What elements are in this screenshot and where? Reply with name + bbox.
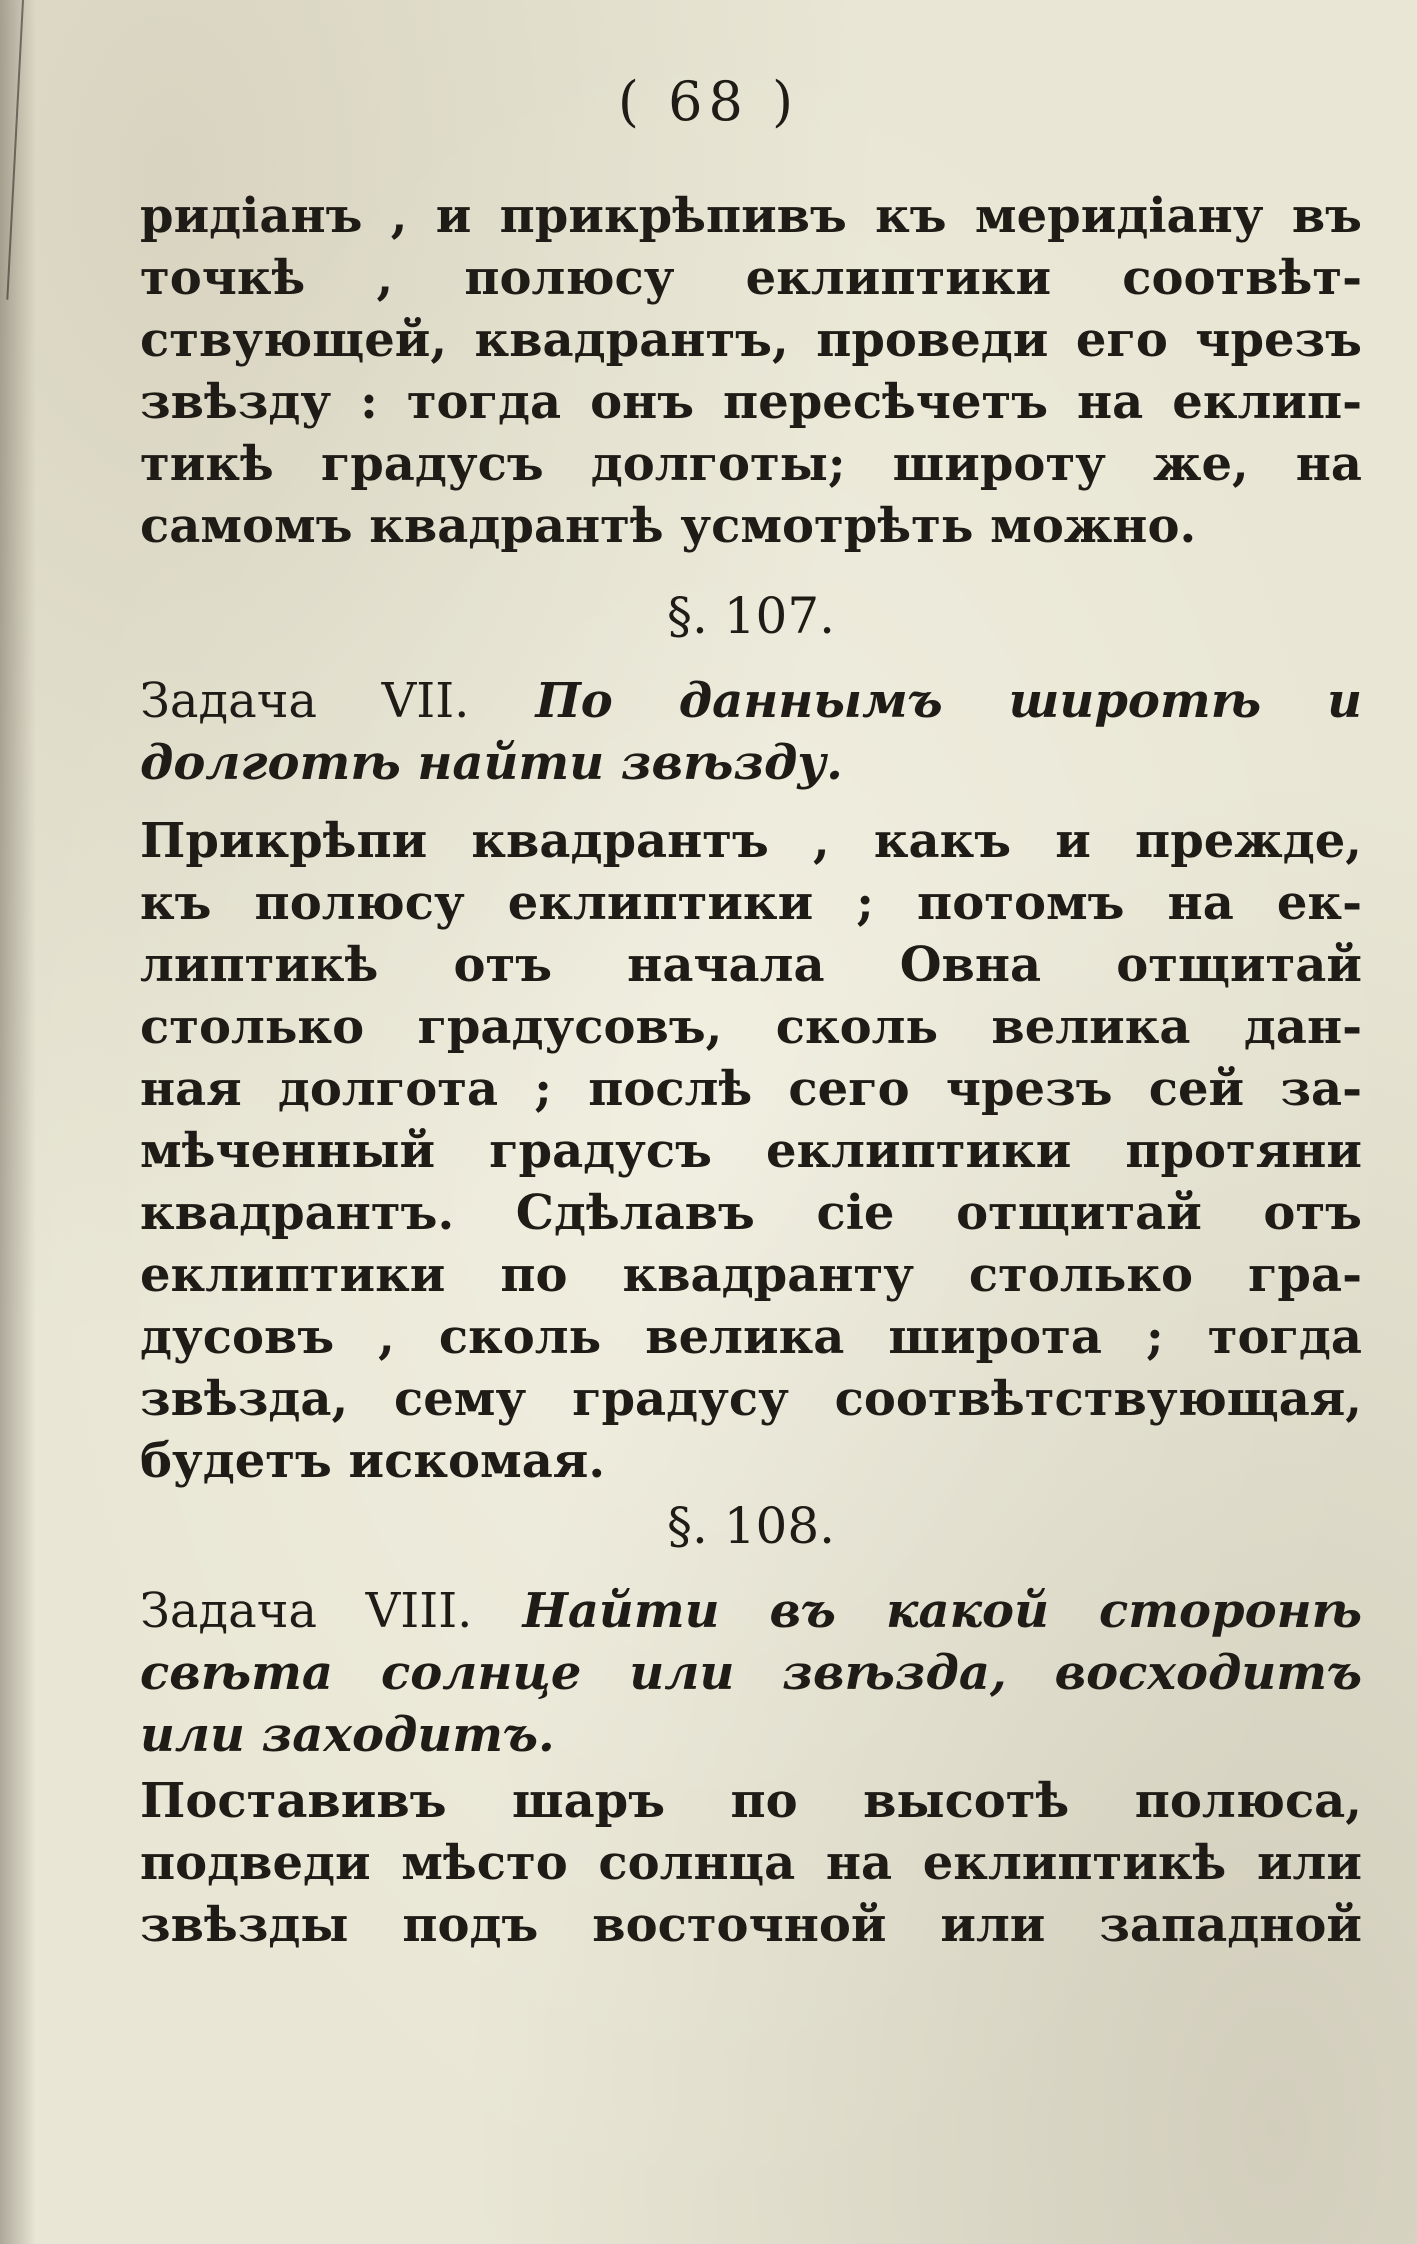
- task-7-title-2: долготѣ найти звѣзду.: [140, 735, 843, 791]
- text-line: Поставивъ шаръ по высотѣ полюса,: [140, 1773, 1362, 1829]
- page-edge-shadow: [0, 0, 36, 2244]
- text-line: еклиптики по квадранту столько гра-: [140, 1247, 1362, 1303]
- text-line: мѣченный градусъ еклиптики протяни: [140, 1123, 1362, 1179]
- text-line: дусовъ , сколь велика широта ; тогда: [140, 1309, 1362, 1365]
- task-7-heading: [140, 670, 1362, 794]
- page-number: ( 68 ): [617, 70, 800, 133]
- text-line: тикѣ градусъ долготы; широту же, на: [140, 436, 1362, 492]
- task-8-label: Задача VIII.: [140, 1583, 473, 1639]
- paragraph-task-7: [140, 810, 1362, 1492]
- text-line: будетъ искомая.: [140, 1433, 606, 1489]
- section-heading: §. 107.: [666, 587, 836, 645]
- text-line: квадрантъ. Сдѣлавъ сiе отщитай отъ: [140, 1185, 1362, 1241]
- text-line: самомъ квадрантѣ усмотрѣть можно.: [140, 498, 1197, 554]
- text-line: липтикѣ отъ начала Овна отщитай: [140, 937, 1362, 993]
- task-8-title-3: или заходитъ.: [140, 1707, 555, 1763]
- text-line: ствующей, квадрантъ, проведи его чрезъ: [140, 312, 1362, 368]
- task-7-line-1: [140, 670, 1362, 732]
- task-7-label: Задача VII.: [140, 673, 470, 729]
- paragraph-task-8: [140, 1770, 1362, 1956]
- text-line: столько градусовъ, сколь велика дан-: [140, 999, 1362, 1055]
- text-line: подведи мѣсто солнца на еклиптикѣ или: [140, 1835, 1362, 1891]
- text-line: звѣзды подъ восточной или западной: [140, 1897, 1362, 1953]
- section-107: [140, 585, 1362, 647]
- text-line: ридiанъ , и прикрѣпивъ къ меридiану въ: [140, 188, 1362, 244]
- text-line: ная долгота ; послѣ сего чрезъ сей за-: [140, 1061, 1362, 1117]
- text-line: звѣзда, сему градусу соотвѣтствующая,: [140, 1371, 1362, 1427]
- task-7-title-1: По даннымъ широтѣ и: [535, 673, 1362, 729]
- text-line: звѣзду : тогда онъ пересѣчетъ на еклип-: [140, 374, 1362, 430]
- task-8-title-2: свѣта солнце или звѣзда, восходитъ: [140, 1645, 1362, 1701]
- task-8-line-1: [140, 1580, 1362, 1642]
- section-heading: §. 108.: [666, 1497, 836, 1555]
- section-108: [140, 1495, 1362, 1557]
- text-line: точкѣ , полюсу еклиптики соотвѣт-: [140, 250, 1362, 306]
- paragraph-continued: [140, 185, 1362, 557]
- text-line: Прикрѣпи квадрантъ , какъ и прежде,: [140, 813, 1362, 869]
- task-8-heading: [140, 1580, 1362, 1766]
- text-line: къ полюсу еклиптики ; потомъ на ек-: [140, 875, 1362, 931]
- task-8-title-1: Найти въ какой сторонѣ: [522, 1583, 1362, 1639]
